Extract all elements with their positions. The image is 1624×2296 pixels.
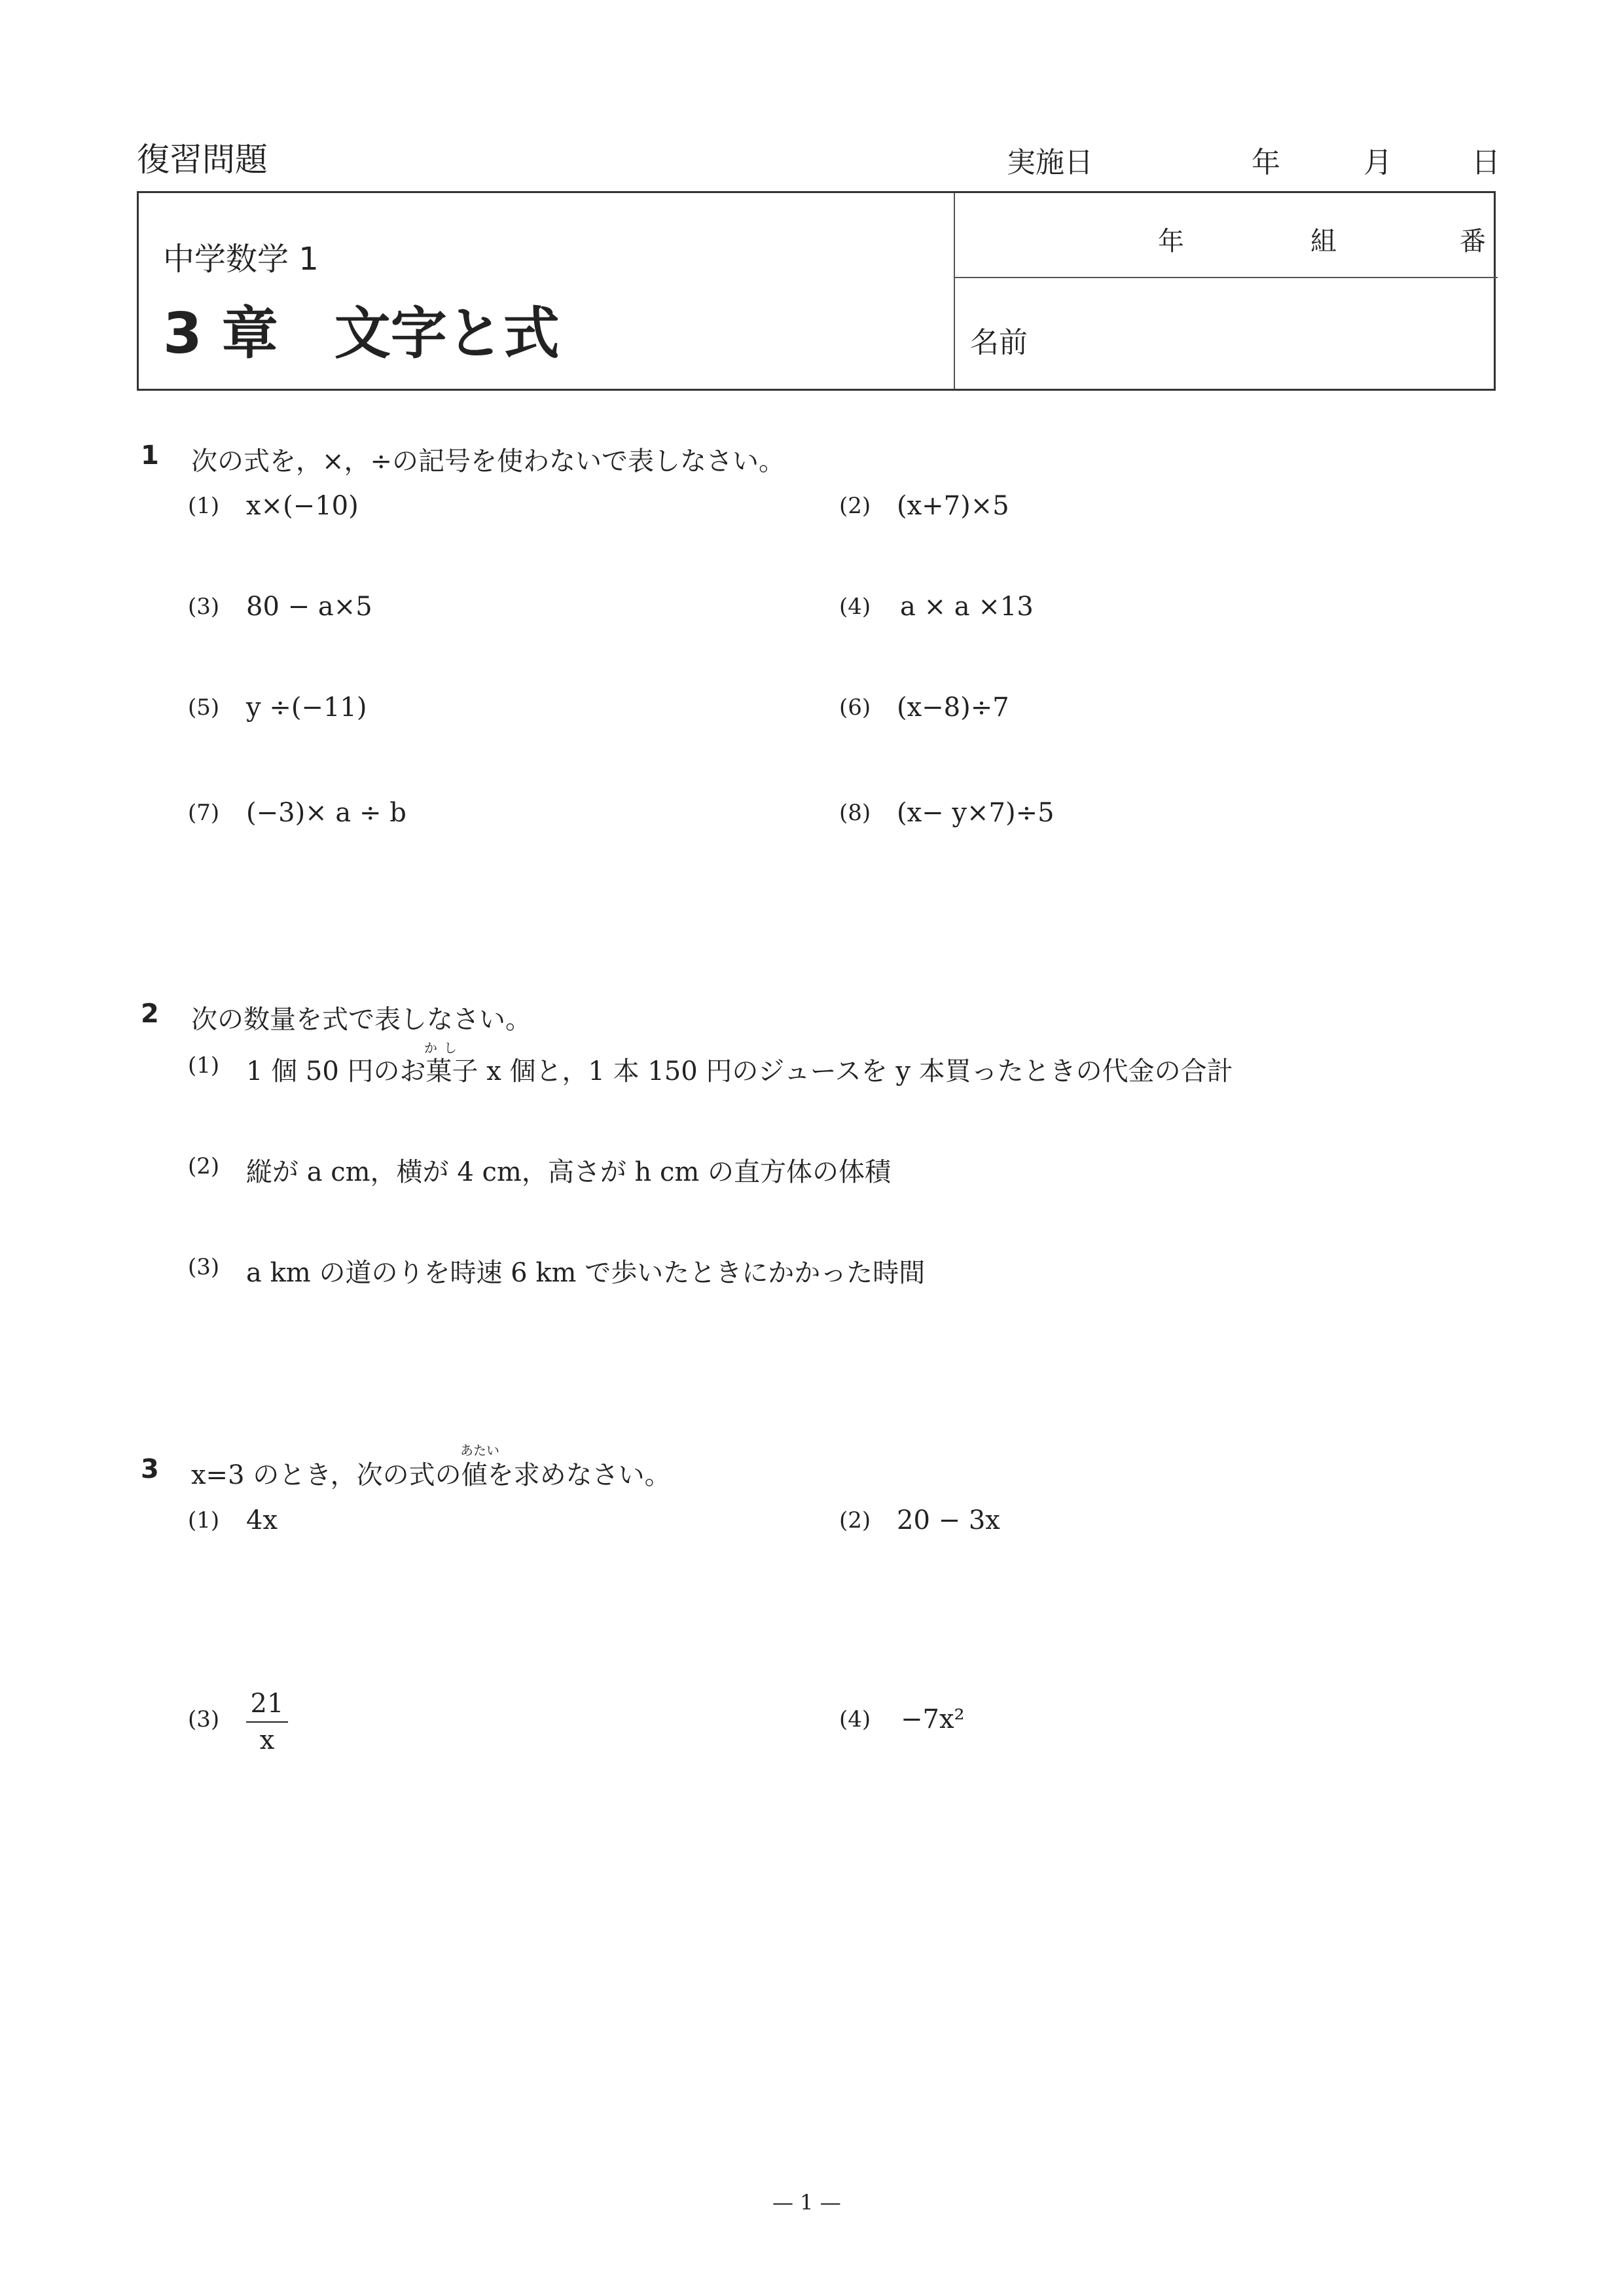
item-label: (4): [839, 1706, 871, 1732]
question-number-3: 3: [141, 1454, 159, 1484]
page-number: — 1 —: [772, 2190, 841, 2215]
question-prompt-1: 次の式を，×，÷の記号を使わないで表しなさい。: [191, 446, 785, 476]
furigana-kashi: かし: [424, 1040, 463, 1056]
fraction-bar: [246, 1721, 288, 1723]
worksheet-title: 復習問題: [137, 141, 268, 179]
item-label: (1): [188, 493, 220, 519]
item-expression: 4x: [246, 1505, 278, 1535]
fraction-numerator: 21: [250, 1689, 284, 1719]
item-expression: 20 − 3x: [897, 1505, 1000, 1535]
item-text: a km の道のりを時速 6 km で歩いたときにかかった時間: [246, 1258, 926, 1288]
item-label: (4): [839, 594, 871, 620]
title-box-row-divider: [954, 277, 1498, 278]
item-label: (2): [188, 1153, 220, 1179]
date-label: 実施日: [1007, 146, 1093, 179]
subject-label: 中学数学 1: [163, 241, 319, 278]
furigana-atai: あたい: [460, 1443, 499, 1458]
chapter-title: 3 章 文字と式: [163, 301, 560, 367]
question-number-1: 1: [141, 440, 159, 471]
item-label: (7): [188, 800, 220, 826]
item-expression: (x− y×7)÷5: [897, 798, 1055, 828]
item-expression: (x−8)÷7: [897, 692, 1009, 723]
item-expression: 80 − a×5: [246, 592, 372, 622]
name-label: 名前: [970, 326, 1028, 359]
title-box: [137, 191, 1496, 391]
item-expression: x×(−10): [246, 491, 359, 521]
question-number-2: 2: [141, 999, 159, 1029]
title-box-divider: [954, 193, 955, 389]
question-prompt-3: x=3 のとき，次の式の値を求めなさい。: [191, 1460, 671, 1490]
item-label: (3): [188, 1254, 220, 1280]
item-label: (6): [839, 694, 871, 721]
fraction-denominator: x: [259, 1725, 275, 1755]
item-label: (1): [188, 1507, 220, 1534]
class-group-field: 組: [1310, 226, 1337, 257]
item-expression: y ÷(−11): [246, 692, 367, 723]
item-label: (2): [839, 493, 871, 519]
item-expression: (−3)× a ÷ b: [246, 798, 406, 828]
class-year-field: 年: [1158, 226, 1184, 257]
item-label: (3): [188, 1706, 220, 1732]
date-year-unit: 年: [1252, 146, 1280, 179]
item-text: 1 個 50 円のお菓子 x 個と，1 本 150 円のジュースを y 本買ったときの代金の合計: [246, 1056, 1233, 1086]
item-label: (1): [188, 1052, 220, 1079]
class-number-field: 番: [1460, 226, 1486, 257]
item-label: (2): [839, 1507, 871, 1534]
item-expression: a × a ×13: [900, 592, 1034, 622]
date-month-unit: 月: [1363, 146, 1392, 179]
question-prompt-2: 次の数量を式で表しなさい。: [191, 1005, 532, 1035]
fraction: [246, 1689, 288, 1755]
item-label: (3): [188, 594, 220, 620]
item-expression: (x+7)×5: [897, 491, 1009, 521]
date-day-unit: 日: [1471, 146, 1500, 179]
item-text: 縦が a cm，横が 4 cm，高さが h cm の直方体の体積: [246, 1157, 892, 1187]
item-label: (5): [188, 694, 220, 721]
item-expression: −7x²: [901, 1704, 965, 1734]
item-label: (8): [839, 800, 871, 826]
